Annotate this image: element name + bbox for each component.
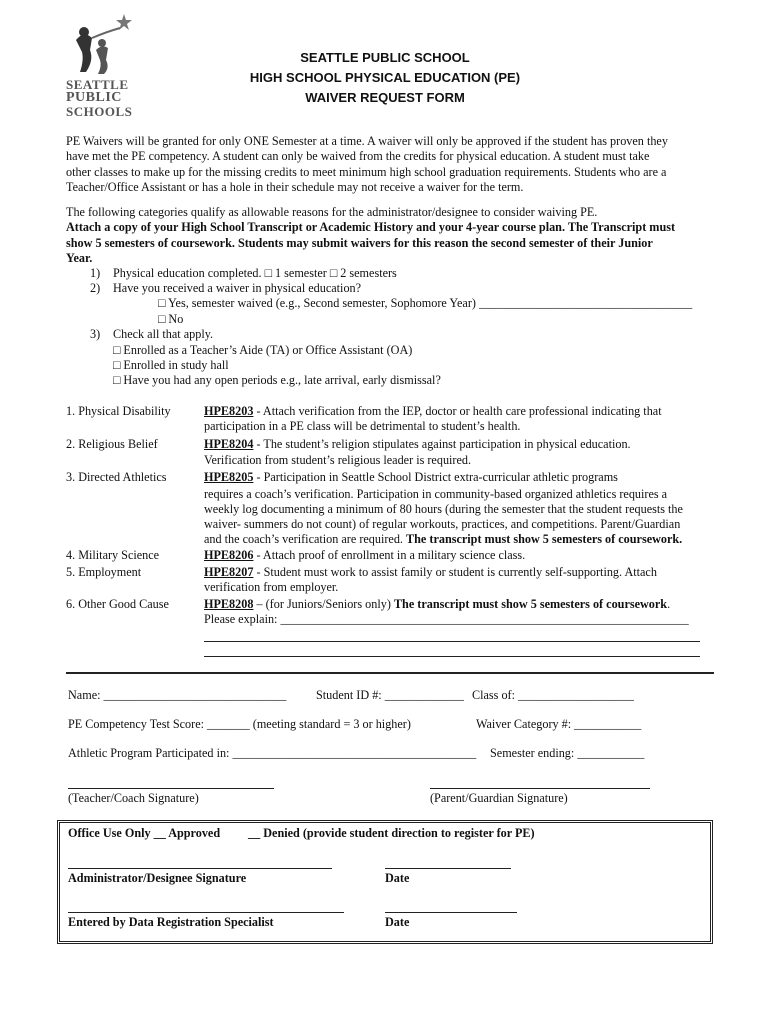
please-explain-field[interactable]: Please explain: ___________________________________________________________________ [204,612,689,626]
seattle-public-schools-logo [66,10,146,120]
reason-desc: - Attach verification from the IEP, doctor or health care professional indicating that [253,404,662,418]
reason-code: HPE8206 [204,548,254,562]
checklist-item-3: Check all that apply. [113,327,214,341]
reason-desc: - Participation in Seattle School District extra-curricular athletic programs [253,470,618,484]
reason-text-3 [204,470,618,485]
section-divider [66,672,714,674]
intro-paragraph [66,134,716,196]
reason-text-5 [204,565,657,580]
reason-code: HPE8203 [204,404,254,418]
reason-label-2: 2. Religious Belief [66,437,158,451]
reason-text-3b: requires a coach’s verification. Participation in community-based organized athletics requires a [204,487,668,501]
reason-desc: . [667,597,671,611]
reason-text-6 [204,597,670,612]
title-line-3: WAIVER REQUEST FORM [305,90,465,105]
reason-code: HPE8205 [204,470,254,484]
reason-text-3e [204,532,682,547]
title-line-1: SEATTLE PUBLIC SCHOOL [300,50,470,65]
checklist-item-2: Have you received a waiver in physical education? [113,281,362,295]
semester-ending-field[interactable]: Semester ending: ___________ [490,746,645,760]
competency-score-field[interactable]: PE Competency Test Score: _______ (meeting standard = 3 or higher) [68,717,411,731]
star-figures-icon [66,10,146,78]
date-line-1[interactable] [385,868,511,869]
intro-line: PE Waivers will be granted for only ONE Semester at a time. A waiver will only be approved if the student has proven they [66,134,668,148]
reason-desc: - The student’s religion stipulates against participation in physical education. [253,437,631,451]
reason-emphasis: The transcript must show 5 semesters of coursework. [406,532,683,546]
reason-label-1: 1. Physical Disability [66,404,171,418]
parent-signature-line[interactable] [430,788,650,789]
teacher-signature-line[interactable] [68,788,274,789]
reason-label-3: 3. Directed Athletics [66,470,167,484]
date-label-1: Date [385,871,410,885]
transcript-notice-line: Year. [66,251,93,266]
date-line-2[interactable] [385,912,517,913]
checkbox-teacher-aide[interactable]: □ Enrolled as a Teacher’s Aide (TA) or Office Assistant (OA) [113,343,413,357]
admin-signature-line[interactable] [68,868,332,869]
reason-text-3c: weekly log documenting a minimum of 80 hours (during the semester that the student requests the [204,502,683,516]
reason-code: HPE8208 [204,597,254,611]
intro-line: other classes to make up for the missing credits to meet minimum high school graduation requirements. Students who are a [66,164,667,179]
reason-text-5b: verification from employer. [204,580,339,594]
data-specialist-signature-line[interactable] [68,912,344,913]
logo-line-1: SEATTLE [66,77,129,92]
reason-desc: and the coach’s verification are required. [204,532,407,546]
admin-signature-label: Administrator/Designee Signature [68,871,247,885]
reason-code: HPE8207 [204,565,254,579]
reason-text-4 [204,548,525,563]
reason-desc: - Attach proof of enrollment in a military science class. [253,548,526,562]
categories-intro [66,205,716,267]
reason-label-5: 5. Employment [66,565,142,579]
categories-line: The following categories qualify as allowable reasons for the administrator/designee to consider waiving PE. [66,205,598,219]
teacher-signature-label: (Teacher/Coach Signature) [68,791,199,805]
checklist-num-2: 2) [90,281,101,295]
title-line-2: HIGH SCHOOL PHYSICAL EDUCATION (PE) [249,70,521,85]
explain-line-3[interactable] [204,656,700,657]
parent-signature-label: (Parent/Guardian Signature) [430,791,568,805]
approved-checkbox[interactable]: Office Use Only __ Approved [68,826,221,840]
intro-line: Teacher/Office Assistant or has a hole in their schedule may not receive a waiver for the term. [66,180,524,195]
name-field[interactable]: Name: ______________________________ [68,688,287,702]
reason-label-4: 4. Military Science [66,548,160,562]
checklist-item-1[interactable]: Physical education completed. □ 1 semester □ 2 semesters [113,266,397,280]
transcript-notice-line: Attach a copy of your High School Transcript or Academic History and your 4-year course plan. The Transcript must [66,220,676,235]
explain-line-2[interactable] [204,641,700,642]
reason-code: HPE8204 [204,437,254,451]
reason-text-1b: participation in a PE class will be detrimental to student’s health. [204,419,521,433]
reason-label-6: 6. Other Good Cause [66,597,169,611]
intro-line: have met the PE competency. A student can only be waived from the credits for physical education. A student must take [66,149,650,164]
reason-desc: – (for Juniors/Seniors only) [253,597,394,611]
reason-text-1 [204,404,662,419]
data-specialist-label: Entered by Data Registration Specialist [68,915,274,929]
reason-text-2b: Verification from student’s religious leader is required. [204,453,472,467]
checkbox-yes-waived[interactable]: □ Yes, semester waived (e.g., Second semester, Sophomore Year) ___________________________________ [158,296,693,310]
checkbox-no[interactable]: □ No [158,312,184,326]
checkbox-open-periods[interactable]: □ Have you had any open periods e.g., late arrival, early dismissal? [113,373,441,387]
checklist-num-3: 3) [90,327,101,341]
reason-emphasis: The transcript must show 5 semesters of coursework [393,597,668,611]
form-title [200,48,570,108]
transcript-notice-line: show 5 semesters of coursework. Students may submit waivers for this reason the second semester of their Junior [66,235,653,250]
checkbox-study-hall[interactable]: □ Enrolled in study hall [113,358,229,372]
logo-line-3: SCHOOLS [66,104,133,119]
logo-line-2: PUBLIC [66,90,122,105]
denied-checkbox[interactable]: __ Denied (provide student direction to register for PE) [248,826,535,840]
athletic-program-field[interactable]: Athletic Program Participated in: ________________________________________ [68,746,477,760]
reason-text-2 [204,437,631,452]
checklist-num-1: 1) [90,266,101,280]
class-of-field[interactable]: Class of: ___________________ [472,688,634,702]
reason-text-3d: waiver- summers do not count) of regular workouts, practices, and competitions. Parent/Guardian [204,517,681,531]
student-id-field[interactable]: Student ID #: _____________ [316,688,464,702]
reason-desc: - Student must work to assist family or student is currently self-supporting. Attach [253,565,657,579]
date-label-2: Date [385,915,410,929]
waiver-category-field[interactable]: Waiver Category #: ___________ [476,717,642,731]
